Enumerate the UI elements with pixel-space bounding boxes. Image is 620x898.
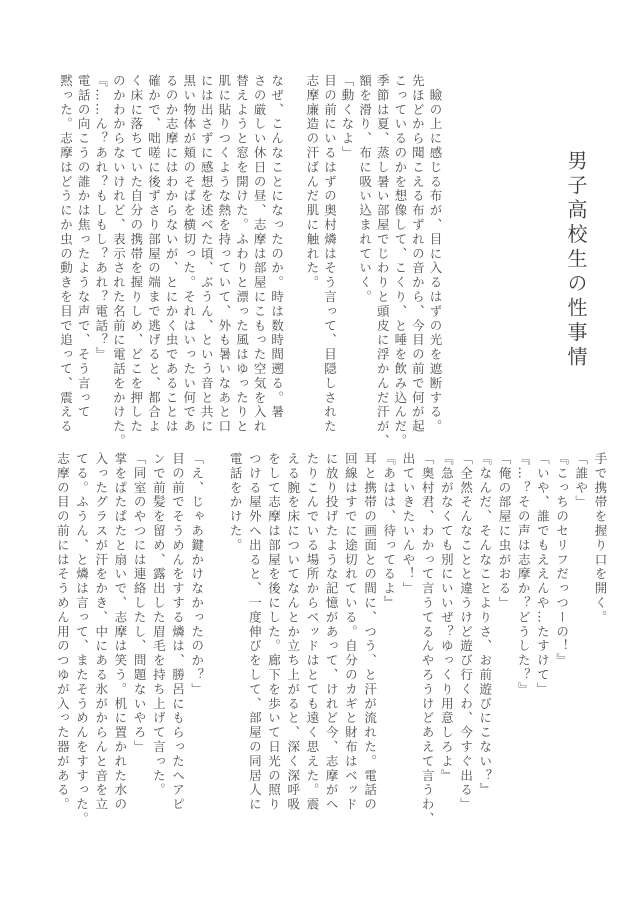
text-line: 「奥村君、わかって言うてるんやろうけどあえて言うわ、 [420, 452, 436, 827]
text-line: 目の前にいるはずの奥村燐はそう言って、目隠しされた [322, 74, 338, 434]
text-line: 黒い物体が頬のそばを横切った。それはいったい何であ [181, 74, 197, 434]
text-line: 黙った。志摩はどうにか虫の動きを目で追って、震える [58, 74, 74, 434]
text-line [286, 74, 304, 446]
text-line: 「いや、誰でもええんや…たすけて」 [535, 452, 551, 697]
text-line: く床に落ちていた自分の携帯を握りしめ、どこを押した [128, 74, 144, 434]
text-line: 「俺の部屋に虫がおる」 [496, 452, 512, 611]
text-line: 『なんだ、そんなことよりさ、お前遊びにこない？』 [477, 452, 493, 798]
upper-text-block [58, 74, 444, 449]
text-line: 額を滑り、布に吸い込まれていく。 [357, 74, 373, 305]
text-line: 掌をぱたぱたと扇いで、志摩は笑う。机に置かれた水の [112, 452, 128, 812]
text-line: ンで前髪を留め、露出した眉毛を持ち上げて言った。 [151, 452, 167, 798]
text-line: 入ったグラスが汗をかき、中にある氷がからんと音を立 [93, 452, 109, 812]
text-line: 回線はすでに途切れている。自分のカギと財布はベッド [343, 452, 359, 812]
text-line: たりこんでいる場所からベッドはとても遠く思えた。震 [304, 452, 320, 812]
text-line: つける屋外へ出ると、一度伸びをして、部屋の同居人に [247, 452, 263, 812]
text-line: 耳と携帯の画面との間に、つう、と汗が流れた。電話の [362, 452, 378, 812]
text-line: のかわからないけれど、表示された名前に電話をかけた。 [111, 74, 127, 449]
text-line: なぜ、こんなことになったのか。時は数時間遡る。暑 [269, 74, 285, 420]
text-line [207, 452, 226, 832]
text-line: 先ほどから聞こえる布ずれの音から、今目の前で何が起 [410, 74, 426, 434]
text-line: てる。ふうん、と燐は言って、またそうめんをすすった。 [74, 452, 90, 827]
text-line: 志摩廉造の汗ばんだ肌に触れた。 [304, 74, 320, 290]
text-line: に放り投げたような記憶があって、けれど今、志摩がへ [324, 452, 340, 812]
text-line: える腕を床についてなんとか立ち上がると、深く深呼吸 [285, 452, 301, 812]
text-line: 「全然そんなことと違うけど遊び行くわ、今すぐ出る」 [458, 452, 474, 812]
text-line: 替えようと窓を開けた。ふわりと漂った風はゆったりと [234, 74, 250, 434]
text-line: 「同室のやつには連絡したし、問題ないやろ」 [132, 452, 148, 755]
text-line: 「動くなよ」 [340, 74, 356, 161]
text-line: 電話の向こうの誰かは焦ったような声で、そう言って [76, 74, 92, 420]
text-line: をして志摩は部屋を後にした。廊下を歩いて日光の照り [266, 452, 282, 812]
text-line: 瞼の上に感じる布が、目に入るはずの光を遮断する。 [428, 74, 443, 434]
text-line: 「え、じゃあ鍵かけなかったのか？」 [189, 452, 205, 697]
text-line: 確かで、咄嗟に後ずさり部屋の端まで逃げると、都合よ [146, 74, 162, 434]
text-line: 手で携帯を握り口を開く。 [593, 452, 608, 625]
text-line: 『……ん？あれ？もしもし？あれ？電話？』 [93, 74, 109, 362]
story-title: 男子高校生の性事情 [564, 150, 588, 371]
text-line: 「誰や」 [573, 452, 589, 510]
text-line: には出さずに感想を述べた頃、ぶうん、という音と共に [199, 74, 215, 434]
text-line: るのか志摩にはわからないが、とにかく虫であることは [164, 74, 180, 434]
text-line: 『あはは、待ってるよ』 [381, 452, 397, 611]
text-line: 季節は夏、蒸し暑い部屋でじわりと頭皮に浮かんだ汗が、 [375, 74, 391, 449]
text-line: 『こっちのセリフだっつーの！』 [554, 452, 570, 668]
text-line: 『急がなくても別にいいぜ？ゆっくり用意しろよ』 [439, 452, 455, 784]
text-line: 肌に貼りつくような熱を持っていて、外も暑いなあと口 [216, 74, 232, 434]
text-line: 志摩の目の前にはそうめん用のつゆが入った器がある。 [55, 452, 71, 812]
text-line: 目の前でそうめんをすする燐は、勝呂にもらったヘアピ [170, 452, 186, 812]
text-line: 出ていきたいんや！」 [400, 452, 416, 596]
text-line: 『…？その声は志摩か？どうした？』 [516, 452, 532, 697]
lower-text-block [55, 452, 610, 832]
text-line: こっているのかを想像して、こくり、と唾を飲み込んだ。 [392, 74, 408, 449]
text-line: さの厳しい休日の昼、志摩は部屋にこもった空気を入れ [252, 74, 268, 434]
text-line: 電話をかけた。 [228, 452, 244, 553]
